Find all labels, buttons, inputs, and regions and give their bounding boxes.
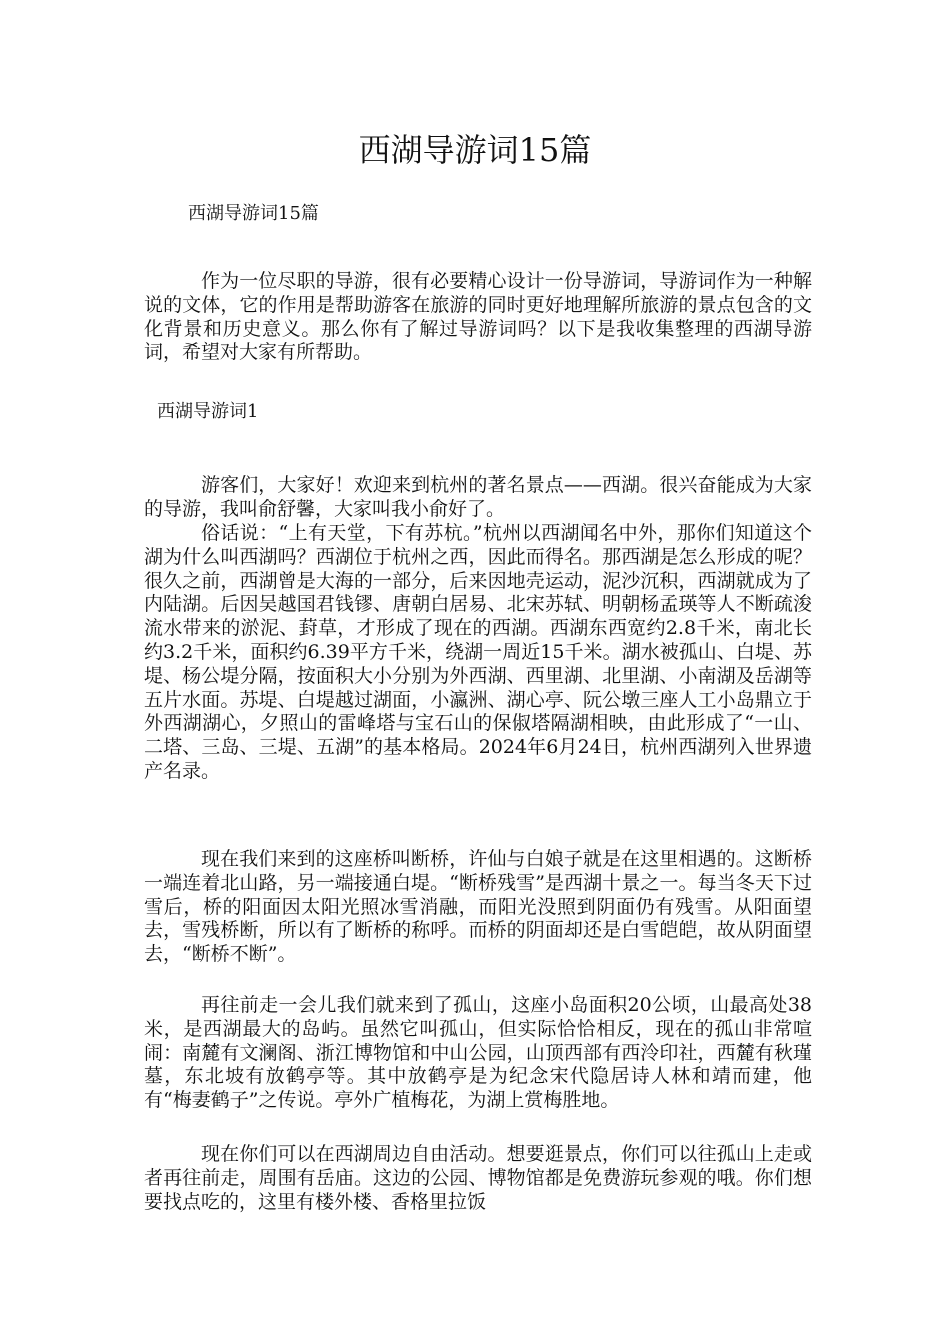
- document-title: 西湖导游词15篇: [358, 131, 592, 169]
- body-paragraph-4: 再往前走一会儿我们就来到了孤山，这座小岛面积20公顷，山最高处38米，是西湖最大的岛屿。虽然它叫孤山，但实际恰恰相反，现在的孤山非常喧闹：南麓有文澜阁、浙江博物馆和中山公园，山顶西部有西泠印社，西麓有秋瑾墓，东北坡有放鹤亭等。其中放鹤亭是为纪念宋代隐居诗人林和靖而建，他有“梅妻鹤子”之传说。亭外广植梅花，为湖上赏梅胜地。: [144, 994, 812, 1112]
- intro-paragraph: 作为一位尽职的导游，很有必要精心设计一份导游词，导游词作为一种解说的文体，它的作用是帮助游客在旅游的同时更好地理解所旅游的景点包含的文化背景和历史意义。那么你有了解过导游词吗？以下是我收集整理的西湖导游词，希望对大家有所帮助。: [144, 270, 812, 364]
- body-paragraph-3: 现在我们来到的这座桥叫断桥，许仙与白娘子就是在这里相遇的。这断桥一端连着北山路，另一端接通白堤。“断桥残雪”是西湖十景之一。每当冬天下过雪后，桥的阳面因太阳光照冰雪消融，而阳光没照到阴面仍有残雪。从阳面望去，雪残桥断，所以有了断桥的称呼。而桥的阴面却还是白雪皑皑，故从阴面望去，“断桥不断”。: [144, 848, 812, 966]
- body-paragraph-1: 游客们，大家好！欢迎来到杭州的著名景点——西湖。很兴奋能成为大家的导游，我叫俞舒馨，大家叫我小俞好了。: [144, 474, 812, 520]
- body-paragraph-2: 俗话说：“上有天堂，下有苏杭。”杭州以西湖闻名中外，那你们知道这个湖为什么叫西湖吗？西湖位于杭州之西，因此而得名。那西湖是怎么形成的呢？很久之前，西湖曾是大海的一部分，后来因地壳运动，泥沙沉积，西湖就成为了内陆湖。后因吴越国君钱镠、唐朝白居易、北宋苏轼、明朝杨孟瑛等人不断疏浚流水带来的淤泥、葑草，才形成了现在的西湖。西湖东西宽约2.8千米，南北长约3.2千米，面积约6.39平方千米，绕湖一周近15千米。湖水被孤山、白堤、苏堤、杨公堤分隔，按面积大小分别为外西湖、西里湖、北里湖、小南湖及岳湖等五片水面。苏堤、白堤越过湖面，小瀛洲、湖心亭、阮公墩三座人工小岛鼎立于外西湖湖心，夕照山的雷峰塔与宝石山的保俶塔隔湖相映，由此形成了“一山、二塔、三岛、三堤、五湖”的基本格局。2024年6月24日，杭州西湖列入世界遗产名录。: [144, 522, 812, 782]
- document-subtitle: 西湖导游词15篇: [188, 203, 319, 224]
- body-paragraph-5: 现在你们可以在西湖周边自由活动。想要逛景点，你们可以往孤山上走或者再往前走，周围有岳庙。这边的公园、博物馆都是免费游玩参观的哦。你们想要找点吃的，这里有楼外楼、香格里拉饭: [144, 1143, 812, 1213]
- section-heading: 西湖导游词1: [157, 401, 259, 422]
